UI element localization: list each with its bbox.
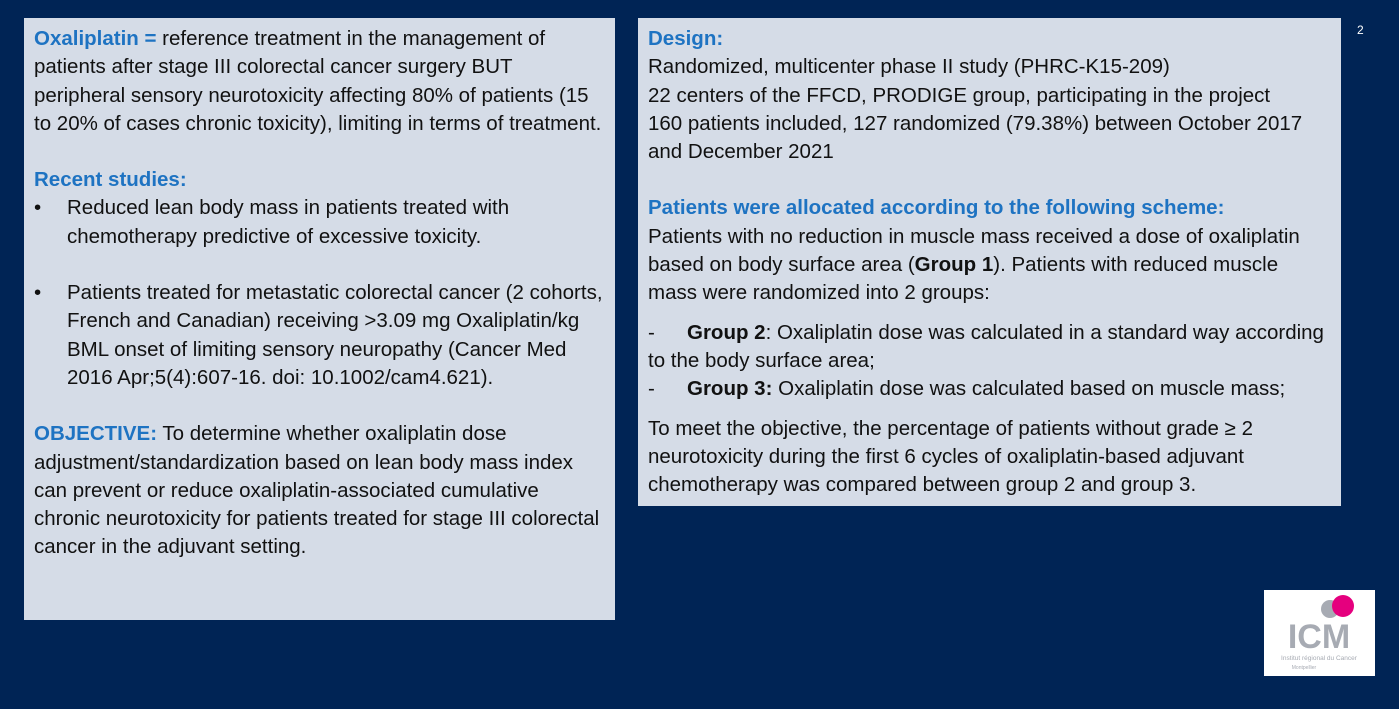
intro-text: reference treatment in the management of patients after stage III colorectal cancer surgery BUT peripheral sensory neurotoxicity affecting 80% of patients (15 to 20% of cases chronic toxicity), limiting in terms of treatment.	[34, 27, 602, 135]
bullet-icon: •	[34, 281, 42, 305]
icm-logo-graphic	[1264, 590, 1375, 676]
icm-logo	[1264, 590, 1375, 676]
left-text-panel	[24, 18, 615, 620]
logo-pink-circle-icon	[1332, 595, 1354, 617]
right-text-panel	[638, 18, 1341, 506]
allocation-text-after: ). Patients with reduced muscle mass were randomized into 2 groups:	[648, 253, 1279, 305]
logo-caption-1: Institut régional du Cancer	[1281, 655, 1357, 662]
group2-label: Group 2	[687, 320, 766, 344]
group-item-2	[648, 319, 1331, 376]
list-item	[34, 194, 605, 251]
recent-studies-heading: Recent studies:	[34, 168, 187, 192]
allocation-heading: Patients were allocated according to the following scheme:	[648, 196, 1225, 220]
allocation-text-before: Patients with no reduction in muscle mass received a dose of oxaliplatin based on body surface area (	[648, 224, 1300, 277]
group1-label: Group 1	[914, 253, 994, 277]
group3-text: Oxaliplatin dose was calculated based on muscle mass;	[772, 377, 1286, 401]
objective-text: To determine whether oxaliplatin dose adjustment/standardization based on lean body mass index can prevent or reduce oxaliplatin-associated cumulative chronic neurotoxicity for patients treated for stage III colorectal cancer in the adjuvant setting.	[34, 422, 600, 559]
dash-icon: -	[648, 320, 655, 344]
group-item-3	[648, 375, 1331, 403]
dash-icon: -	[648, 377, 655, 401]
group3-label: Group 3:	[687, 377, 773, 401]
objective-lead: OBJECTIVE:	[34, 422, 158, 446]
bullet-icon: •	[34, 196, 42, 220]
design-line: 22 centers of the FFCD, PRODIGE group, participating in the project	[648, 83, 1271, 107]
list-item-text: Patients treated for metastatic colorectal cancer (2 cohorts, French and Canadian) receiving >3.09 mg Oxaliplatin/kg BML onset of limiting sensory neuropathy (Cancer Med 2016 Apr;5(4):607-16. doi: 10.1002/cam4.621).	[67, 281, 603, 389]
design-line: 160 patients included, 127 randomized (79.38%) between October 2017 and December 2021	[648, 111, 1303, 164]
intro-lead: Oxaliplatin =	[34, 27, 157, 50]
design-heading: Design:	[648, 27, 724, 50]
logo-caption-2: Montpellier	[1291, 665, 1317, 671]
list-item-text: Reduced lean body mass in patients treated with chemotherapy predictive of excessive toxicity.	[67, 196, 510, 248]
intro-paragraph	[34, 25, 605, 138]
logo-wordmark: ICM	[1287, 618, 1351, 656]
allocation-paragraph	[648, 223, 1331, 308]
page-number: 2	[1357, 23, 1364, 37]
objective-paragraph	[34, 420, 605, 561]
list-item	[34, 279, 605, 392]
recent-studies-list	[34, 194, 605, 392]
group2-text: : Oxaliplatin dose was calculated in a standard way according to the body surface area;	[648, 320, 1324, 372]
comparison-objective-paragraph: To meet the objective, the percentage of patients without grade ≥ 2 neurotoxicity during the first 6 cycles of oxaliplatin-based adjuvant chemotherapy was compared between group 2 and group 3.	[648, 416, 1253, 497]
design-line: Randomized, multicenter phase II study (PHRC-K15-209)	[648, 55, 1170, 79]
